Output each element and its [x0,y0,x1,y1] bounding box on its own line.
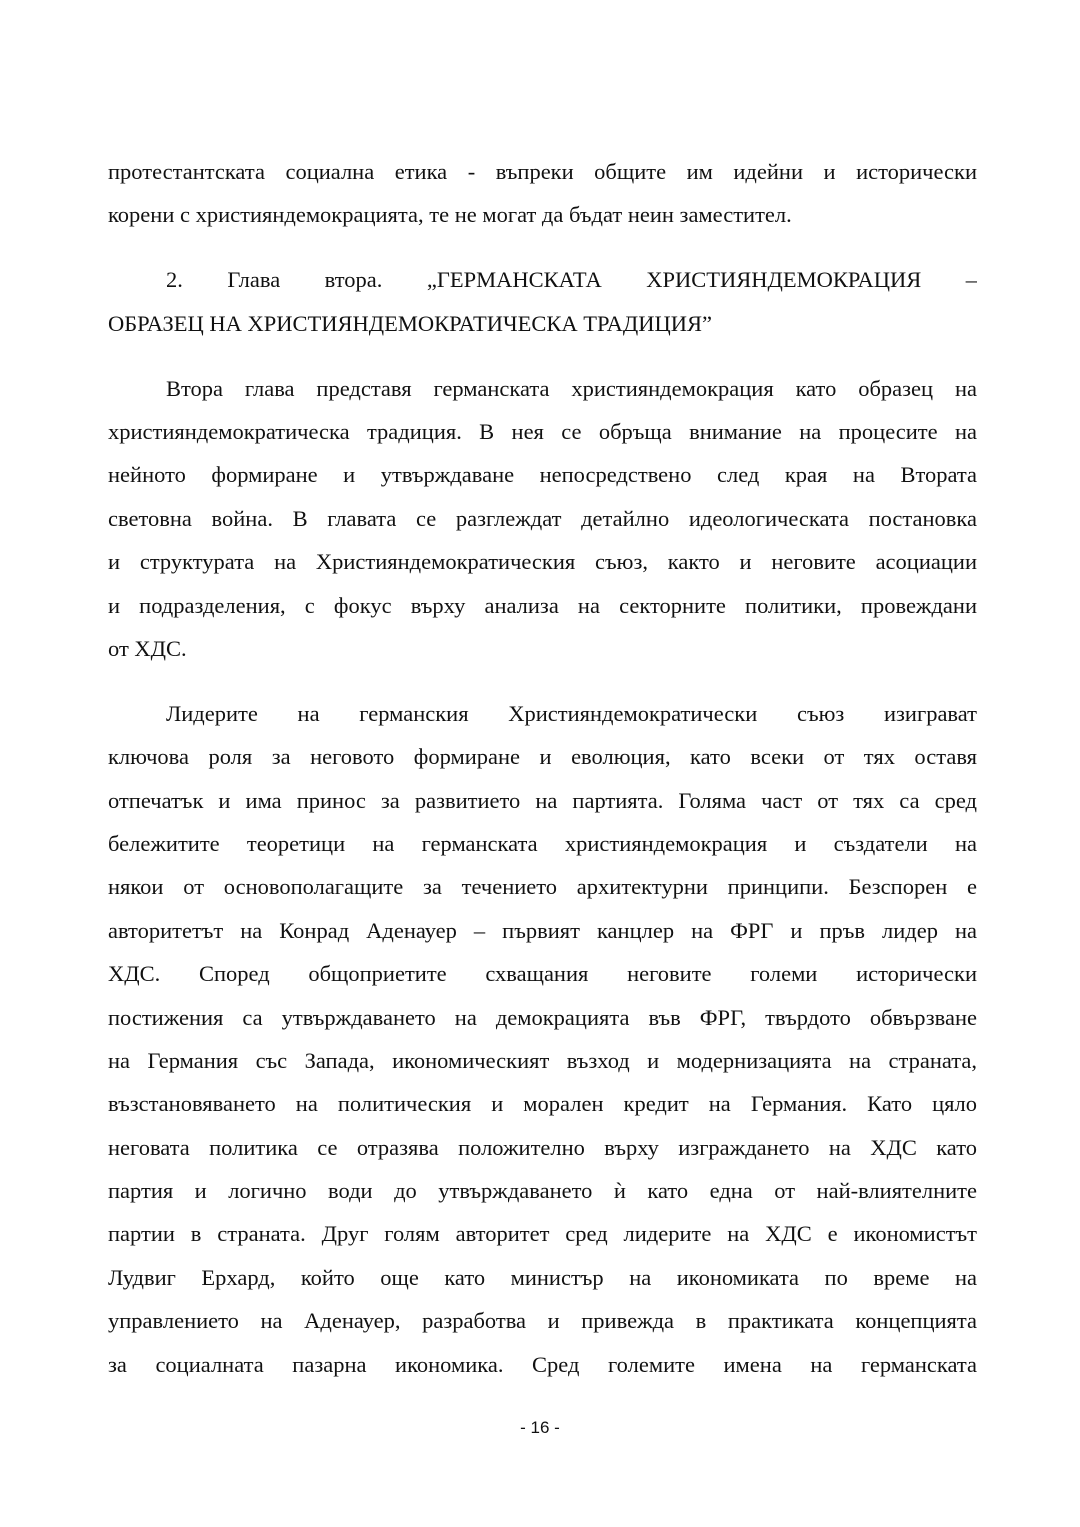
text-line: и подразделения, с фокус върху анализа на секторните политики, провеждани [108,592,977,618]
text-line: Втора глава представя германската християндемокрация като образец на [166,375,977,401]
text-line: и структурата на Християндемократическия съюз, както и неговите асоциации [108,549,977,575]
text-line: нейното формиране и утвърждаване непосредствено след края на Втората [108,462,977,488]
text-line: управлението на Аденауер, разработва и привежда в практиката концепцията [108,1308,977,1334]
text-line: християндемократическа традиция. В нея се обръща внимание на процесите на [108,418,977,444]
text-line: възстановяването на политическия и морален кредит на Германия. Като цяло [108,1091,977,1117]
text-line: партия и логично води до утвърждаването ѝ като една от най-влиятелните [108,1178,977,1204]
heading-line: ОБРАЗЕЦ НА ХРИСТИЯНДЕМОКРАТИЧЕСКА ТРАДИЦИЯ” [108,310,712,336]
text-line: световна война. В главата се разглеждат детайлно идеологическата постановка [108,505,977,531]
text-line: ХДС. Според общоприетите схващания неговите големи исторически [108,961,977,987]
text-line: постижения са утвърждаването на демокрацията във ФРГ, твърдото обвързване [108,1004,977,1030]
text-line: от ХДС. [108,635,187,661]
text-line: бележитите теоретици на германската християндемокрация и създатели на [108,830,977,856]
heading-line: 2. Глава втора. „ГЕРМАНСКАТА ХРИСТИЯНДЕМОКРАЦИЯ – [166,267,977,293]
text-line: ключова роля за неговото формиране и еволюция, като всеки от тях оставя [108,744,977,770]
text-line: Лидерите на германския Християндемократически съюз изиграват [166,700,977,726]
paragraph-chapter-summary [108,367,977,671]
document-page [108,150,977,1386]
text-line: Лудвиг Ерхард, който още като министър на икономиката по време на [108,1264,977,1290]
text-line: корени с християндемокрацията, те не могат да бъдат неин заместител. [108,202,792,228]
chapter-heading [108,258,977,345]
text-line: някои от основополагащите за течението архитектурни принципи. Безспорен е [108,874,977,900]
text-line: неговата политика се отразява положително върху изграждането на ХДС като [108,1134,977,1160]
text-line: за социалната пазарна икономика. Сред големите имена на германската [108,1351,977,1377]
text-line: авторитетът на Конрад Аденауер – първият канцлер на ФРГ и пръв лидер на [108,917,977,943]
text-line: протестантската социална етика - въпреки общите им идейни и исторически [108,159,977,184]
text-line: на Германия със Запада, икономическият възход и модернизацията на страната, [108,1047,977,1073]
text-line: отпечатък и има принос за развитието на партията. Голяма част от тях са сред [108,787,977,813]
page-number: - 16 - [520,1418,560,1437]
paragraph-cdu-leaders [108,692,977,1386]
text-line: партии в страната. Друг голям авторитет сред лидерите на ХДС е икономистът [108,1221,977,1247]
continuation-paragraph [108,150,977,237]
